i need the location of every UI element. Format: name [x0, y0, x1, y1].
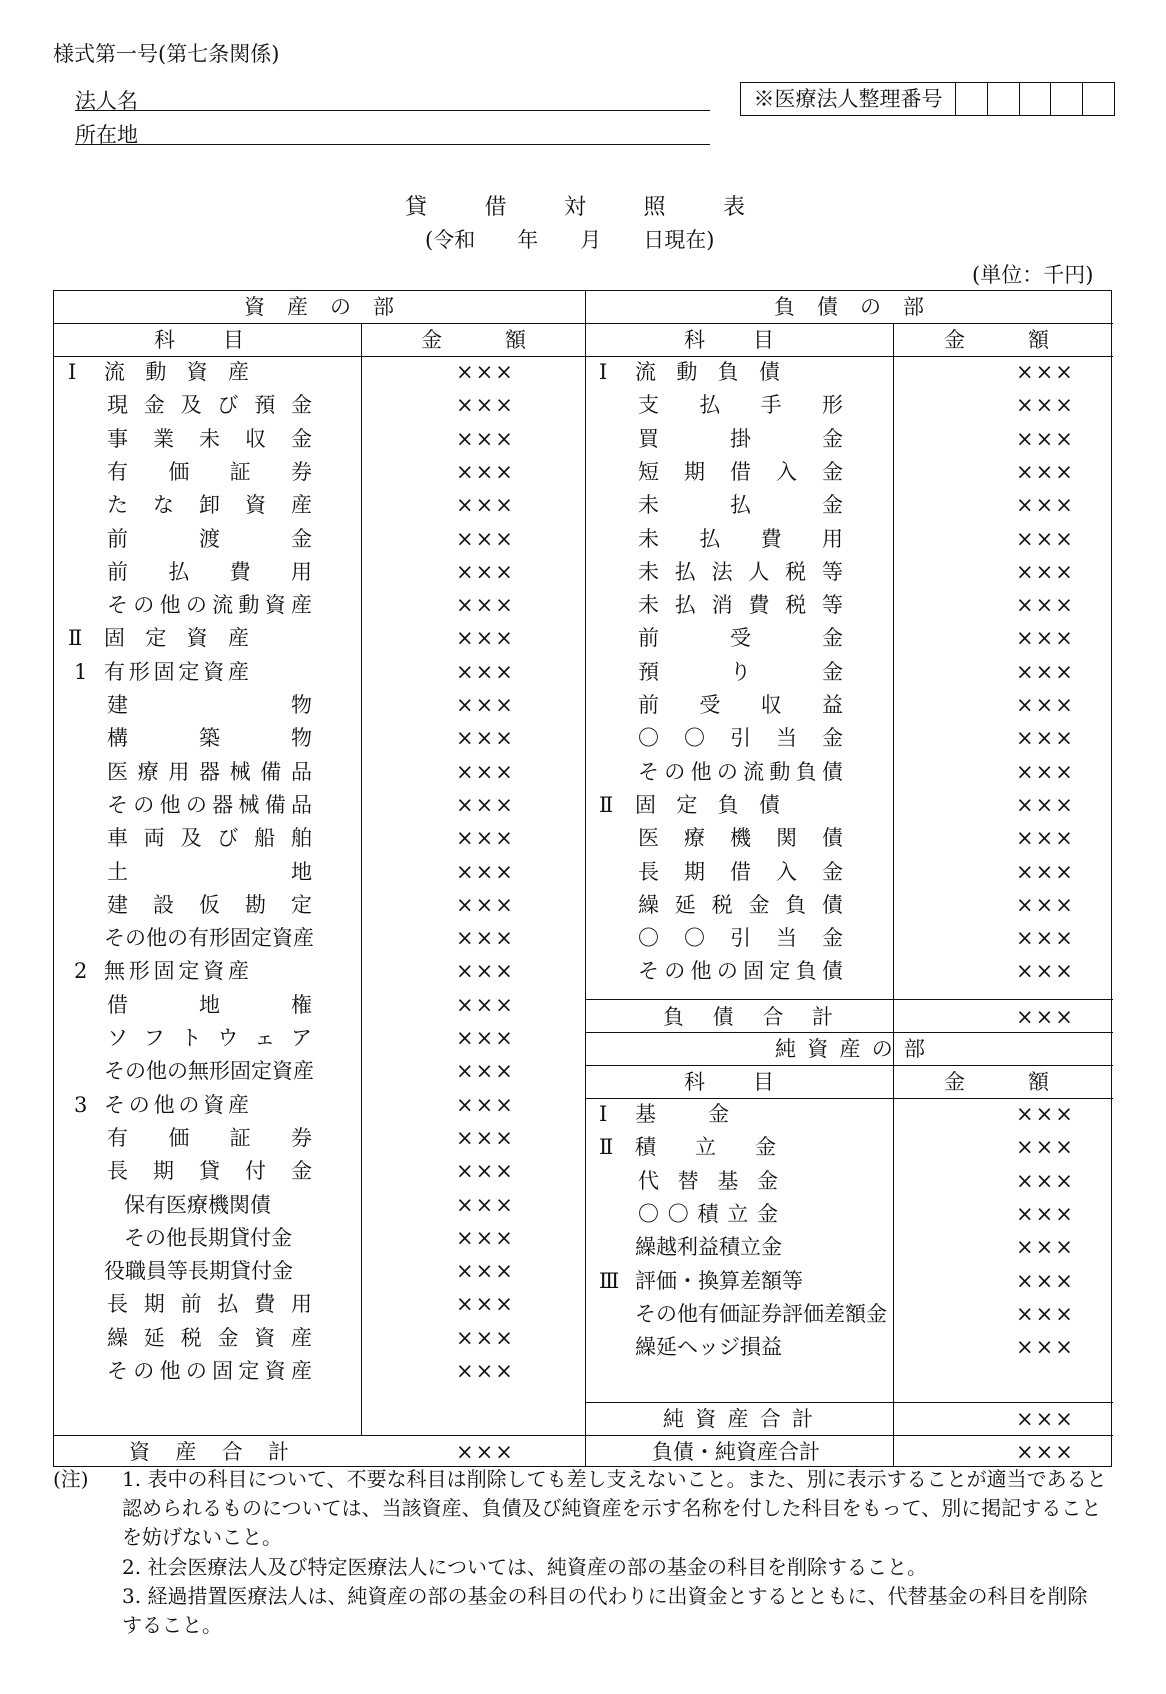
- assets-item-label: その他の無形固定資産: [104, 1059, 314, 1084]
- net_assets-item-label: 〇 〇 積 立 金: [638, 1201, 778, 1226]
- address-label: 所在地: [75, 123, 138, 147]
- liabilities-item-label: 支 払 手 形: [638, 393, 843, 418]
- liabilities-item-label: 買 掛 金: [638, 426, 843, 451]
- assets-item-label: 現 金 及 び 預 金: [107, 393, 312, 418]
- registration-digit-cell[interactable]: [956, 83, 988, 115]
- assets-amount-column-header: 金 額: [421, 328, 526, 352]
- assets-item-label: 有 価 証 券: [107, 459, 312, 484]
- assets-amount: ×××: [456, 626, 515, 651]
- assets-amount: ×××: [456, 393, 515, 418]
- net-amount-column-header: 金 額: [944, 1070, 1049, 1094]
- net_assets-item-label: 評価・換算差額等: [635, 1268, 803, 1293]
- net-assets-amount: ×××: [1016, 1135, 1075, 1160]
- assets-amount: ×××: [456, 992, 515, 1017]
- grand-total-label: 負債・純資産合計: [652, 1440, 820, 1464]
- liabilities-amount: ×××: [1016, 426, 1075, 451]
- assets-total-line: [54, 1435, 585, 1436]
- net-assets-total-label: 純 資 産 合 計: [663, 1407, 813, 1431]
- note-item: 1. 表中の科目について、不要な科目は削除しても差し支えないこと。また、別に表示することが適当であると認められるものについては、当該資産、負債及び純資産を示す名称を付した科目をもって、別に掲記することを妨げないこと。: [122, 1467, 1107, 1549]
- registration-digit-cell[interactable]: [988, 83, 1020, 115]
- assets-item-column-header: 科 目: [154, 328, 244, 352]
- liabilities-amount: ×××: [1016, 859, 1075, 884]
- assets-item-label: その他長期貸付金: [124, 1225, 292, 1250]
- liab-amount-column-header: 金 額: [944, 328, 1049, 352]
- assets-item-label: そ の 他 の 流 動 資 産: [107, 593, 312, 618]
- assets-item-mark: Ⅰ: [68, 360, 77, 384]
- liabilities-amount: ×××: [1016, 626, 1075, 651]
- registration-digit-cell[interactable]: [1051, 83, 1083, 115]
- assets-item-label: 借 地 権: [107, 992, 312, 1017]
- assets-amount: ×××: [456, 360, 515, 384]
- liab-item-column-header: 科 目: [684, 328, 774, 352]
- liabilities-item-label: 預 り 金: [638, 659, 843, 684]
- assets-amount: ×××: [456, 1125, 515, 1150]
- assets-amount-divider: [361, 323, 362, 1435]
- assets-item-label: 有 価 証 券: [107, 1125, 312, 1150]
- assets-amount: ×××: [456, 1325, 515, 1350]
- assets-item-label: その他の有形固定資産: [104, 926, 314, 951]
- assets-amount: ×××: [456, 559, 515, 584]
- liabilities-item-label: 流 動 負 債: [635, 360, 780, 384]
- balance-sheet-table: [53, 290, 1112, 1467]
- assets-item-mark: Ⅱ: [68, 626, 83, 651]
- liabilities-total-amount: ×××: [1016, 1005, 1075, 1029]
- liabilities-amount: ×××: [1016, 459, 1075, 484]
- as-of-date: (令和 年 月 日現在): [425, 228, 715, 252]
- assets-amount: ×××: [456, 1359, 515, 1383]
- assets-section-header: 資 産 の 部: [244, 295, 394, 319]
- liabilities-amount: ×××: [1016, 493, 1075, 518]
- liabilities-item-mark: Ⅰ: [599, 360, 608, 384]
- net_assets-item-label: 繰延ヘッジ損益: [635, 1335, 782, 1360]
- net_assets-item-label: 基 金: [635, 1102, 729, 1126]
- assets-item-label: 保有医療機関債: [124, 1192, 271, 1217]
- assets-item-label: 長 期 前 払 費 用: [107, 1292, 312, 1317]
- assets-item-label: 車 両 及 び 船 舶: [107, 826, 312, 851]
- assets-item-label: 前 渡 金: [107, 526, 312, 551]
- assets-amount: ×××: [456, 892, 515, 917]
- net_assets-item-label: その他有価証券評価差額金: [635, 1301, 887, 1326]
- liabilities-amount: ×××: [1016, 926, 1075, 951]
- assets-item-label: 長 期 貸 付 金: [107, 1159, 312, 1184]
- net-assets-section-header: 純 資 産 の 部: [775, 1037, 925, 1061]
- liabilities-item-label: そ の 他 の 流 動 負 債: [638, 759, 843, 784]
- assets-item-label: 前 払 費 用: [107, 559, 312, 584]
- assets-amount: ×××: [456, 1159, 515, 1184]
- assets-item-mark: 3: [74, 1092, 88, 1117]
- liabilities-item-label: 未 払 消 費 税 等: [638, 593, 843, 618]
- net_assets-item-label: 繰越利益積立金: [635, 1235, 782, 1260]
- net-assets-amount: ×××: [1016, 1201, 1075, 1226]
- assets-item-label: そ の 他 の 器 械 備 品: [107, 792, 312, 817]
- net_assets-item-mark: Ⅰ: [599, 1102, 608, 1126]
- assets-item-label: 役職員等長期貸付金: [104, 1259, 293, 1284]
- document-title: 貸 借 対 照 表: [405, 195, 745, 220]
- assets-item-label: 建 物: [107, 693, 312, 717]
- liabilities-section-header: 負 債 の 部: [774, 295, 924, 319]
- header-line-2: [54, 356, 1113, 357]
- liabilities-item-label: そ の 他 の 固 定 負 債: [638, 959, 843, 984]
- liabilities-amount: ×××: [1016, 659, 1075, 684]
- liabilities-amount: ×××: [1016, 526, 1075, 551]
- assets-amount: ×××: [456, 1192, 515, 1217]
- net-col-header-top-line: [585, 1065, 1113, 1066]
- assets-item-label: 医 療 用 器 械 備 品: [107, 759, 312, 784]
- liabilities-amount: ×××: [1016, 360, 1075, 384]
- net-col-header-bottom-line: [585, 1098, 1113, 1099]
- liabilities-amount: ×××: [1016, 393, 1075, 418]
- liabilities-item-label: 未 払 費 用: [638, 526, 843, 551]
- net-assets-total-amount: ×××: [1016, 1407, 1075, 1431]
- liabilities-item-mark: Ⅱ: [599, 792, 614, 817]
- header-line-1: [54, 323, 1113, 324]
- assets-item-label: 流 動 資 産: [104, 360, 249, 384]
- assets-total-amount: ×××: [456, 1440, 515, 1464]
- assets-item-label: そ の 他 の 資 産: [104, 1092, 249, 1117]
- assets-amount: ×××: [456, 659, 515, 684]
- assets-amount: ×××: [456, 1059, 515, 1084]
- registration-digit-cell[interactable]: [1020, 83, 1052, 115]
- net_assets-item-mark: Ⅱ: [599, 1135, 614, 1160]
- assets-amount: ×××: [456, 459, 515, 484]
- liab-amount-divider: [893, 323, 894, 1466]
- assets-amount: ×××: [456, 593, 515, 618]
- liabilities-item-label: 繰 延 税 金 負 債: [638, 892, 843, 917]
- liabilities-amount: ×××: [1016, 792, 1075, 817]
- liabilities-amount: ×××: [1016, 726, 1075, 751]
- liabilities-total-label: 負 債 合 計: [663, 1005, 833, 1029]
- assets-item-label: 繰 延 税 金 資 産: [107, 1325, 312, 1350]
- corp-name-label: 法人名: [75, 89, 138, 113]
- assets-amount: ×××: [456, 693, 515, 717]
- liabilities-amount: ×××: [1016, 826, 1075, 851]
- assets-item-label: た な 卸 資 産: [107, 493, 312, 518]
- net-assets-amount: ×××: [1016, 1168, 1075, 1193]
- notes-label: (注): [53, 1467, 89, 1491]
- liabilities-amount: ×××: [1016, 759, 1075, 784]
- registration-digit-cell[interactable]: [1083, 83, 1114, 115]
- assets-amount: ×××: [456, 726, 515, 751]
- assets-item-label: 固 定 資 産: [104, 626, 249, 651]
- assets-total-label: 資 産 合 計: [129, 1440, 289, 1464]
- net-item-column-header: 科 目: [684, 1070, 774, 1094]
- assets-item-label: そ の 他 の 固 定 資 産: [107, 1359, 312, 1383]
- assets-amount: ×××: [456, 1225, 515, 1250]
- assets-amount: ×××: [456, 926, 515, 951]
- liabilities-amount: ×××: [1016, 892, 1075, 917]
- note-item: 2. 社会医療法人及び特定医療法人については、純資産の部の基金の科目を削除すること。: [122, 1555, 928, 1579]
- liab-total-top-line: [585, 999, 1113, 1000]
- assets-amount: ×××: [456, 526, 515, 551]
- liabilities-item-label: 固 定 負 債: [635, 792, 780, 817]
- net_assets-item-mark: Ⅲ: [599, 1268, 620, 1293]
- assets-amount: ×××: [456, 1292, 515, 1317]
- liabilities-item-label: 短 期 借 入 金: [638, 459, 843, 484]
- liabilities-amount: ×××: [1016, 593, 1075, 618]
- assets-amount: ×××: [456, 1259, 515, 1284]
- assets-amount: ×××: [456, 859, 515, 884]
- liabilities-item-label: 未 払 法 人 税 等: [638, 559, 843, 584]
- net-assets-amount: ×××: [1016, 1268, 1075, 1293]
- net_assets-item-label: 積 立 金: [635, 1135, 776, 1160]
- assets-item-label: 土 地: [107, 859, 312, 884]
- assets-amount: ×××: [456, 826, 515, 851]
- net-assets-amount: ×××: [1016, 1301, 1075, 1326]
- registration-number-box: [740, 82, 1115, 116]
- net-assets-amount: ×××: [1016, 1335, 1075, 1360]
- liabilities-item-label: 〇 〇 引 当 金: [638, 726, 843, 751]
- liabilities-amount: ×××: [1016, 959, 1075, 984]
- assets-item-label: 有 形 固 定 資 産: [104, 659, 249, 684]
- assets-amount: ×××: [456, 959, 515, 984]
- assets-amount: ×××: [456, 759, 515, 784]
- liabilities-item-label: 長 期 借 入 金: [638, 859, 843, 884]
- assets-item-label: 事 業 未 収 金: [107, 426, 312, 451]
- liabilities-item-label: 前 受 金: [638, 626, 843, 651]
- address-field[interactable]: [75, 144, 710, 145]
- liabilities-item-label: 未 払 金: [638, 493, 843, 518]
- assets-item-label: ソ フ ト ウ ェ ア: [107, 1026, 312, 1050]
- net-total-top-line: [585, 1402, 1113, 1403]
- unit-label: (単位：千円): [972, 263, 1094, 287]
- liabilities-amount: ×××: [1016, 693, 1075, 717]
- assets-item-mark: 2: [74, 959, 88, 984]
- center-divider: [585, 291, 586, 1466]
- net-assets-amount: ×××: [1016, 1102, 1075, 1126]
- assets-item-label: 建 設 仮 勘 定: [107, 892, 312, 917]
- registration-number-label: ※医療法人整理番号: [741, 83, 956, 115]
- liabilities-amount: ×××: [1016, 559, 1075, 584]
- net-header-top-line: [585, 1032, 1113, 1033]
- assets-amount: ×××: [456, 792, 515, 817]
- net-assets-amount: ×××: [1016, 1235, 1075, 1260]
- liabilities-item-label: 〇 〇 引 当 金: [638, 926, 843, 951]
- assets-amount: ×××: [456, 1092, 515, 1117]
- grand-total-top-line: [585, 1435, 1113, 1436]
- assets-item-label: 構 築 物: [107, 726, 312, 751]
- note-item: 3. 経過措置医療法人は、純資産の部の基金の科目の代わりに出資金とするとともに、代替基金の科目を削除すること。: [122, 1584, 1088, 1637]
- net_assets-item-label: 代 替 基 金: [638, 1168, 778, 1193]
- assets-item-mark: 1: [74, 659, 88, 684]
- grand-total-amount: ×××: [1016, 1440, 1075, 1464]
- form-number: 様式第一号(第七条関係): [53, 42, 280, 66]
- liabilities-item-label: 前 受 収 益: [638, 693, 843, 717]
- assets-item-label: 無 形 固 定 資 産: [104, 959, 249, 984]
- liabilities-item-label: 医 療 機 関 債: [638, 826, 843, 851]
- assets-amount: ×××: [456, 1026, 515, 1050]
- assets-amount: ×××: [456, 493, 515, 518]
- assets-amount: ×××: [456, 426, 515, 451]
- corp-name-field[interactable]: [75, 110, 710, 111]
